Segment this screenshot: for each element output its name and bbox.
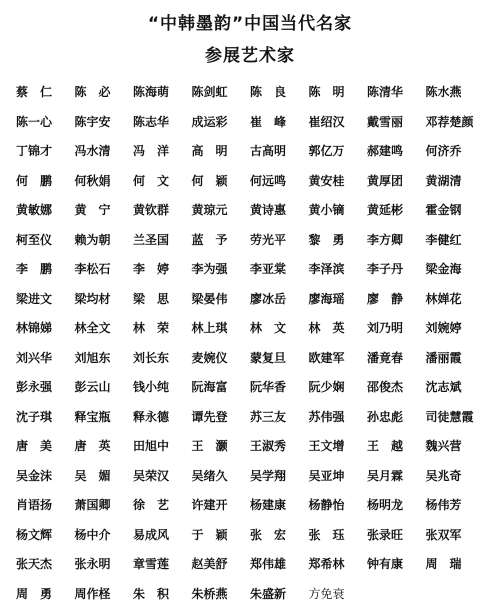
artist-name: 梁均材 xyxy=(71,290,130,307)
artist-name: 朱桥燕 xyxy=(188,585,247,602)
artist-name: 沈子琪 xyxy=(12,408,71,425)
artist-row xyxy=(12,431,492,461)
artist-name: 郭亿万 xyxy=(305,142,364,159)
artist-name: 于 颖 xyxy=(188,526,247,543)
artist-name: 李为强 xyxy=(188,260,247,277)
artist-name: 王 灏 xyxy=(188,437,247,454)
artist-name: 兰圣国 xyxy=(129,231,188,248)
artist-name: 吴 媚 xyxy=(71,467,130,484)
artist-name: 唐 英 xyxy=(71,437,130,454)
artist-name: 冯 洋 xyxy=(129,142,188,159)
artist-name: 方免衰 xyxy=(305,585,364,602)
artist-name: 彭永强 xyxy=(12,378,71,395)
artist-name: 李健红 xyxy=(422,231,481,248)
artist-name: 高 明 xyxy=(188,142,247,159)
artist-name: 周 勇 xyxy=(12,585,71,602)
artist-name: 李方卿 xyxy=(363,231,422,248)
artist-name: 郑伟雄 xyxy=(246,555,305,572)
artist-name: 吴月霖 xyxy=(363,467,422,484)
artist-name: 萧国卿 xyxy=(71,496,130,513)
artist-name: 黄钦群 xyxy=(129,201,188,218)
artist-name: 彭云山 xyxy=(71,378,130,395)
artist-name: 徐 艺 xyxy=(129,496,188,513)
artist-name: 魏兴营 xyxy=(422,437,481,454)
artist-name: 何远鸣 xyxy=(246,172,305,189)
artist-name: 戴雪丽 xyxy=(363,113,422,130)
artist-name: 王文增 xyxy=(305,437,364,454)
artist-name: 张 宏 xyxy=(246,526,305,543)
artist-name: 柯至仪 xyxy=(12,231,71,248)
artist-name: 吴亚坤 xyxy=(305,467,364,484)
artist-name: 林 文 xyxy=(246,319,305,336)
artist-name: 孙忠彪 xyxy=(363,408,422,425)
artist-name: 梁晏伟 xyxy=(188,290,247,307)
artist-name: 苏伟强 xyxy=(305,408,364,425)
artist-name: 麦婉仪 xyxy=(188,349,247,366)
artist-name: 梁进文 xyxy=(12,290,71,307)
artist-name: 陈志华 xyxy=(129,113,188,130)
artist-name: 朱 积 xyxy=(129,585,188,602)
artist-name: 杨伟芳 xyxy=(422,496,481,513)
artist-name: 阮少娴 xyxy=(305,378,364,395)
artist-name: 崔 峰 xyxy=(246,113,305,130)
artist-name: 吴荣汉 xyxy=(129,467,188,484)
artist-name: 陈 明 xyxy=(305,83,364,100)
artist-row xyxy=(12,579,492,608)
artist-name: 王 越 xyxy=(363,437,422,454)
page-title: “中韩墨韵”中国当代名家 xyxy=(0,13,500,35)
artist-row xyxy=(12,490,492,520)
artist-name: 钱小纯 xyxy=(129,378,188,395)
artist-name: 许建开 xyxy=(188,496,247,513)
artist-name: 何 颖 xyxy=(188,172,247,189)
artist-name: 刘旭东 xyxy=(71,349,130,366)
artist-name: 杨中介 xyxy=(71,526,130,543)
artist-row xyxy=(12,343,492,373)
artist-name: 邵俊杰 xyxy=(363,378,422,395)
artist-name: 李亚棠 xyxy=(246,260,305,277)
artist-name: 梁 思 xyxy=(129,290,188,307)
artist-name: 陈 必 xyxy=(71,83,130,100)
artist-name: 李松石 xyxy=(71,260,130,277)
artist-row xyxy=(12,195,492,225)
artist-name: 黄延彬 xyxy=(363,201,422,218)
artist-name: 张录旺 xyxy=(363,526,422,543)
artist-name: 苏三友 xyxy=(246,408,305,425)
artist-name: 林锦娣 xyxy=(12,319,71,336)
artist-name: 何济乔 xyxy=(422,142,481,159)
artist-row xyxy=(12,166,492,196)
artist-name: 吴金沫 xyxy=(12,467,71,484)
artist-name: 陈海萌 xyxy=(129,83,188,100)
artist-name: 黄安桂 xyxy=(305,172,364,189)
artist-name: 黄厚团 xyxy=(363,172,422,189)
artist-name: 蒙复旦 xyxy=(246,349,305,366)
artist-row xyxy=(12,520,492,550)
artist-name: 黄湖清 xyxy=(422,172,481,189)
artist-name: 司徒慧霞 xyxy=(422,408,481,425)
artist-name: 章雪莲 xyxy=(129,555,188,572)
artist-name: 杨建康 xyxy=(246,496,305,513)
artist-row xyxy=(12,107,492,137)
artist-name: 成运彩 xyxy=(188,113,247,130)
artist-name: 蔡 仁 xyxy=(12,83,71,100)
artist-row xyxy=(12,254,492,284)
artist-name: 黄小镝 xyxy=(305,201,364,218)
artist-name: 邓荐楚颜 xyxy=(422,113,481,130)
artist-name: 蓝 予 xyxy=(188,231,247,248)
artist-row xyxy=(12,461,492,491)
artist-name: 肖语扬 xyxy=(12,496,71,513)
artist-name: 杨明龙 xyxy=(363,496,422,513)
artist-name: 刘乃明 xyxy=(363,319,422,336)
artist-name: 陈水燕 xyxy=(422,83,481,100)
artist-row xyxy=(12,549,492,579)
artist-row xyxy=(12,225,492,255)
artist-name: 梁金海 xyxy=(422,260,481,277)
artist-name: 吴兆奇 xyxy=(422,467,481,484)
artist-name: 杨静怡 xyxy=(305,496,364,513)
artist-name: 陈剑虹 xyxy=(188,83,247,100)
artist-name: 吴绪久 xyxy=(188,467,247,484)
artist-name: 丁锦才 xyxy=(12,142,71,159)
artist-name: 冯水清 xyxy=(71,142,130,159)
artist-name: 李泽滨 xyxy=(305,260,364,277)
artist-name: 周 瑞 xyxy=(422,555,481,572)
artist-name: 阮华香 xyxy=(246,378,305,395)
artist-name: 李子丹 xyxy=(363,260,422,277)
artist-row xyxy=(12,372,492,402)
artist-name: 赵美舒 xyxy=(188,555,247,572)
artist-name: 田旭中 xyxy=(129,437,188,454)
artist-name: 林全文 xyxy=(71,319,130,336)
artist-name: 阮海富 xyxy=(188,378,247,395)
artist-name: 沈志斌 xyxy=(422,378,481,395)
artist-row xyxy=(12,136,492,166)
artist-name: 黄琼元 xyxy=(188,201,247,218)
artist-name: 廖 静 xyxy=(363,290,422,307)
artist-name: 黄敏娜 xyxy=(12,201,71,218)
artist-row xyxy=(12,313,492,343)
artist-name: 周作柽 xyxy=(71,585,130,602)
artist-name: 黄诗惠 xyxy=(246,201,305,218)
artist-name: 李 鹏 xyxy=(12,260,71,277)
artist-name: 易成风 xyxy=(129,526,188,543)
artist-name: 陈 良 xyxy=(246,83,305,100)
artist-name: 赖为朝 xyxy=(71,231,130,248)
artist-name: 刘兴华 xyxy=(12,349,71,366)
artist-name: 林 英 xyxy=(305,319,364,336)
artist-name: 刘婉婷 xyxy=(422,319,481,336)
artist-name: 张双军 xyxy=(422,526,481,543)
artist-names-grid xyxy=(12,77,492,608)
page-subtitle: 参展艺术家 xyxy=(0,45,500,67)
artist-name: 霍金钢 xyxy=(422,201,481,218)
artist-name: 劳光平 xyxy=(246,231,305,248)
artist-name: 崔绍汉 xyxy=(305,113,364,130)
artist-name: 潘丽霞 xyxy=(422,349,481,366)
artist-name: 何 文 xyxy=(129,172,188,189)
artist-name: 释永德 xyxy=(129,408,188,425)
artist-name: 李 婷 xyxy=(129,260,188,277)
artist-name: 朱盛新 xyxy=(246,585,305,602)
artist-name: 林上琪 xyxy=(188,319,247,336)
artist-name: 古高明 xyxy=(246,142,305,159)
artist-name: 陈清华 xyxy=(363,83,422,100)
artist-name: 王淑秀 xyxy=(246,437,305,454)
artist-name: 潘竟春 xyxy=(363,349,422,366)
artist-name: 释宝瓶 xyxy=(71,408,130,425)
artist-name: 林婵花 xyxy=(422,290,481,307)
artist-name: 陈一心 xyxy=(12,113,71,130)
artist-name: 何 鹏 xyxy=(12,172,71,189)
artist-row xyxy=(12,284,492,314)
artist-row xyxy=(12,77,492,107)
artist-name: 林 荣 xyxy=(129,319,188,336)
artist-name: 廖冰岳 xyxy=(246,290,305,307)
artist-name: 唐 美 xyxy=(12,437,71,454)
artist-name: 黎 勇 xyxy=(305,231,364,248)
artist-name: 何秋娟 xyxy=(71,172,130,189)
artist-name: 谭先登 xyxy=(188,408,247,425)
artist-name: 郝建鸣 xyxy=(363,142,422,159)
artist-name: 张永明 xyxy=(71,555,130,572)
artist-name: 吴学翔 xyxy=(246,467,305,484)
artist-name: 廖海瑶 xyxy=(305,290,364,307)
artist-name: 陈宇安 xyxy=(71,113,130,130)
artist-name: 郑希林 xyxy=(305,555,364,572)
artist-name: 张天杰 xyxy=(12,555,71,572)
artist-name: 张 珏 xyxy=(305,526,364,543)
artist-row xyxy=(12,402,492,432)
artist-name: 杨文辉 xyxy=(12,526,71,543)
artist-name: 欧建军 xyxy=(305,349,364,366)
artist-name: 黄 宁 xyxy=(71,201,130,218)
artist-name: 刘长东 xyxy=(129,349,188,366)
artist-name: 钟有康 xyxy=(363,555,422,572)
